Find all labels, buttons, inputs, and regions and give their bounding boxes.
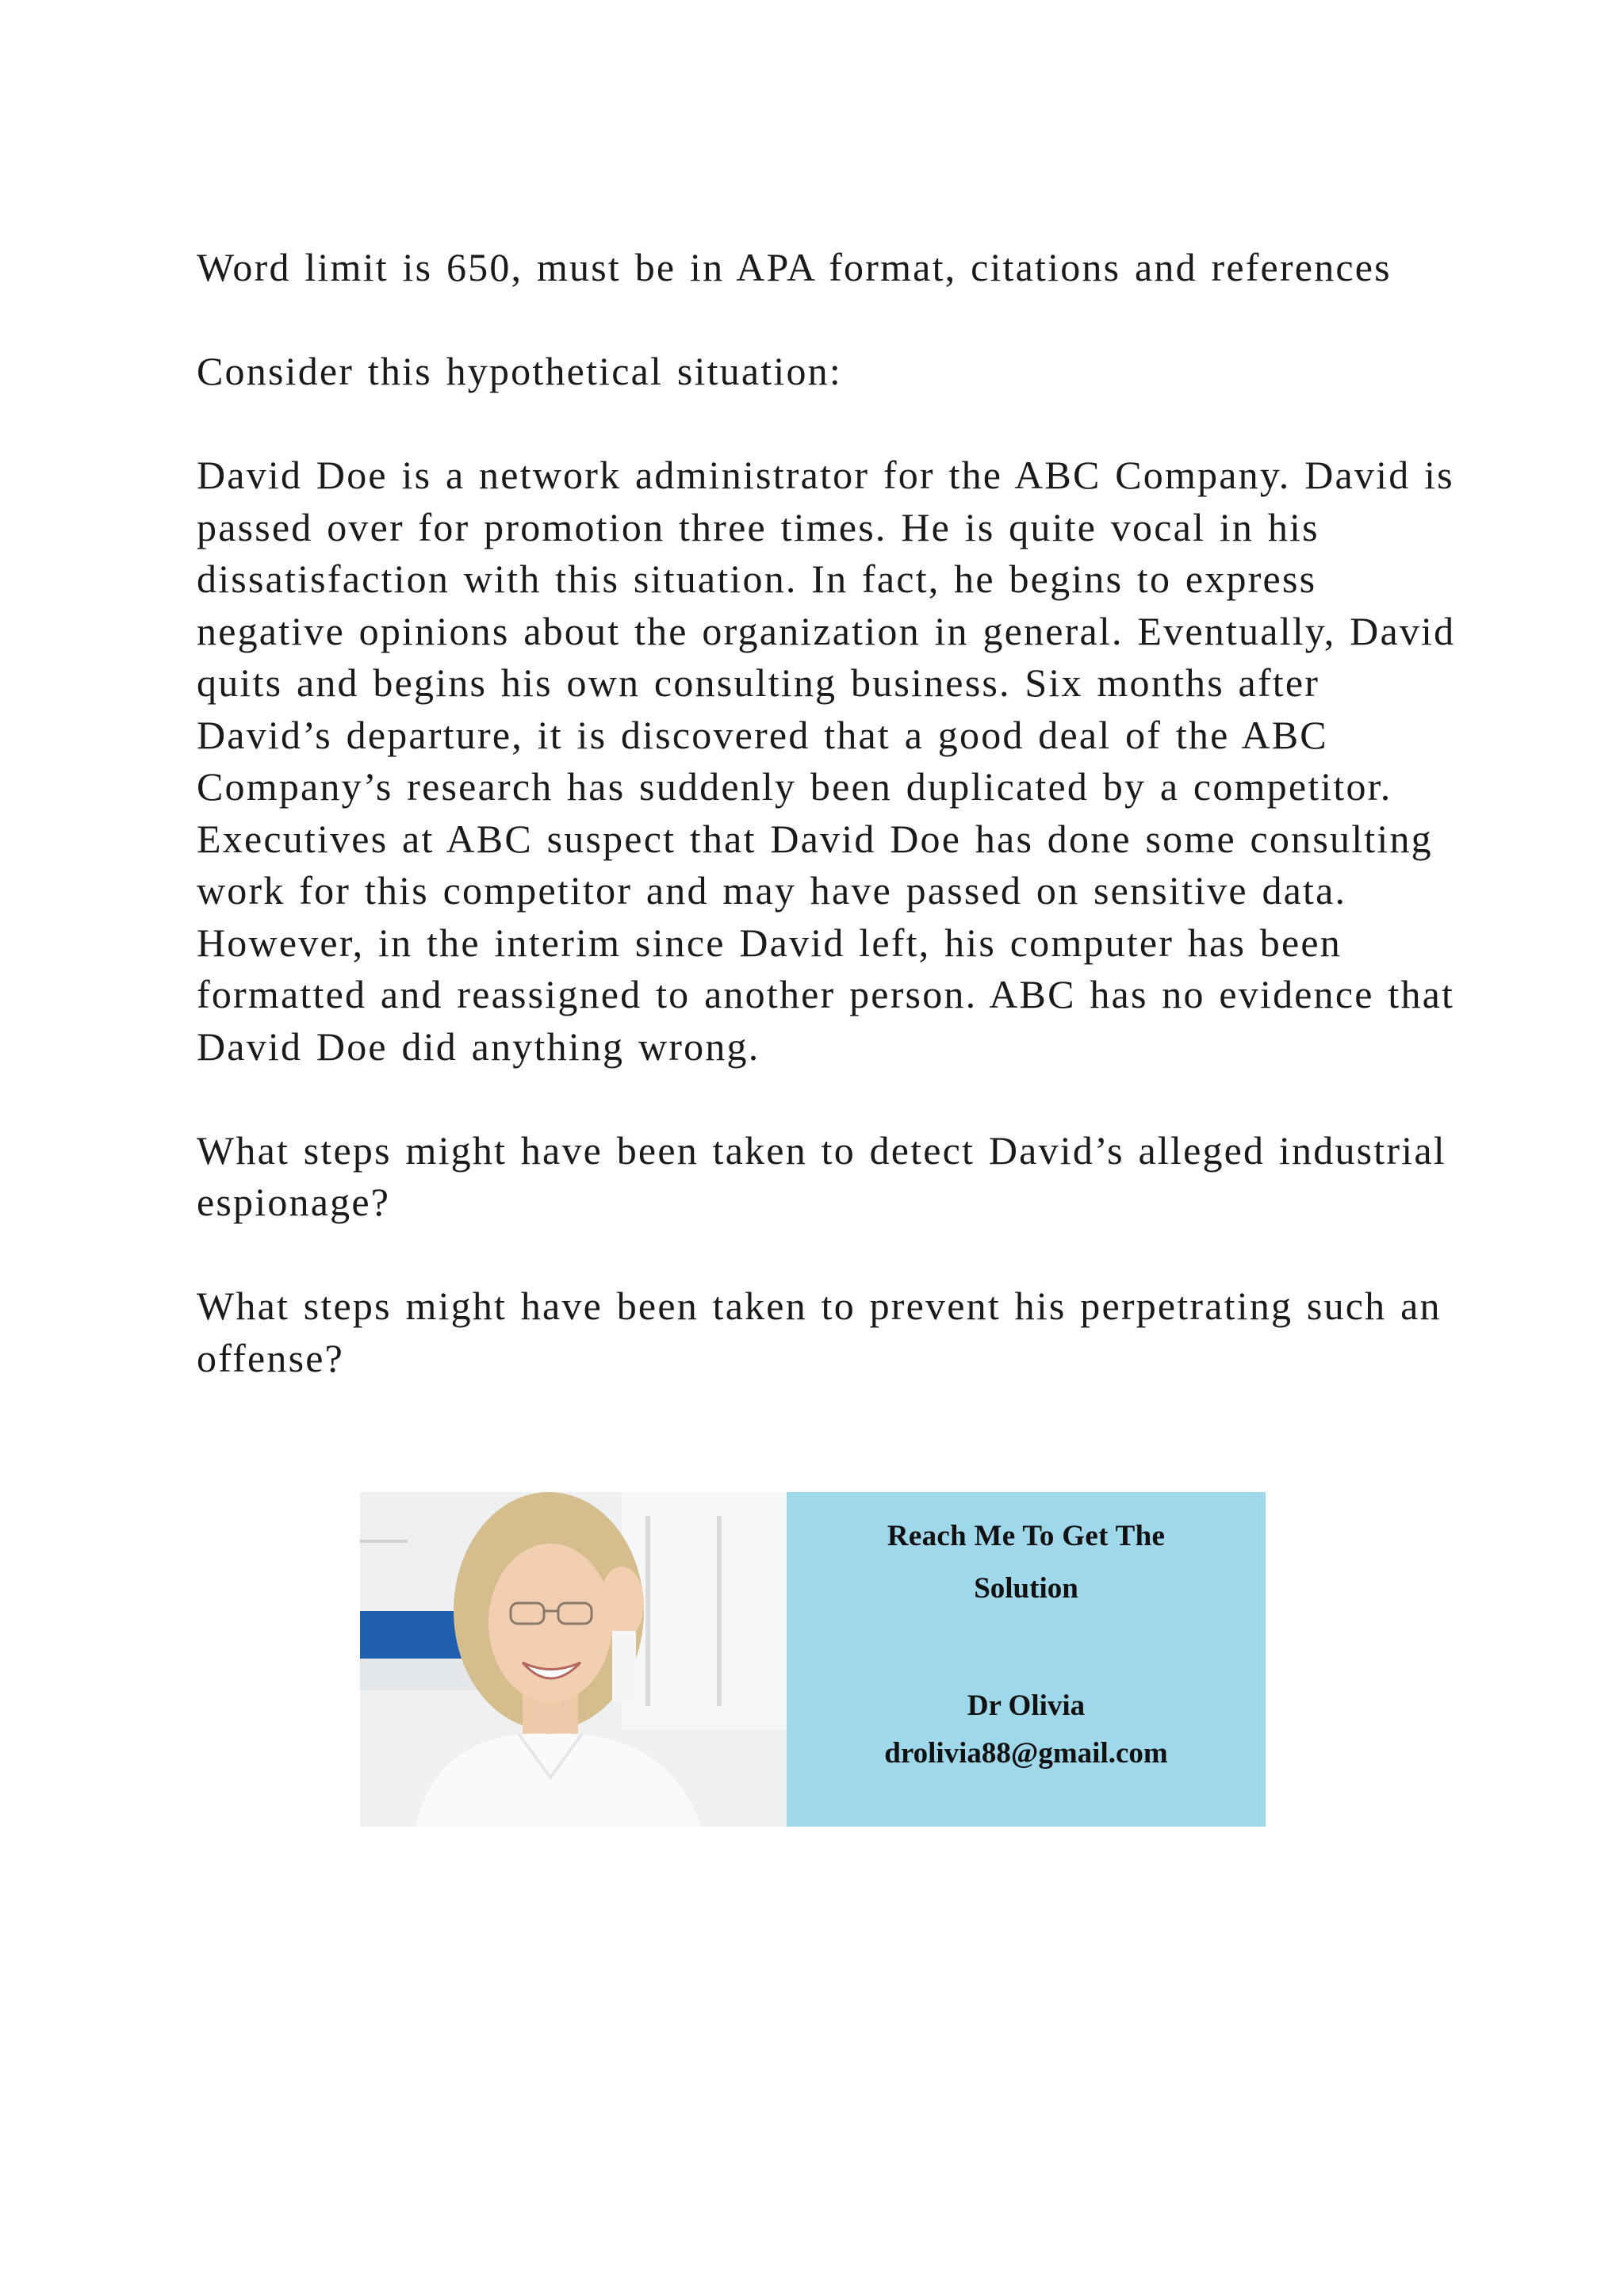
contact-banner — [360, 1492, 1266, 1827]
scenario-paragraph: David Doe is a network administrator for the ABC Company. David is passed over for promotion three times. He is quite vocal in his dissatisfaction with this situation. In fact, he begins to express negative opinions about the organization in general. Eventually, David quits and begins his own consulting business. Six months after David’s departure, it is discovered that a good deal of the ABC Company’s research has suddenly been duplicated by a competitor. Executives at ABC suspect that David Doe has done some consulting work for this competitor and may have passed on sensitive data. However, in the interim since David left, his computer has been formatted and reassigned to another person. ABC has no evidence that David Doe did anything wrong. — [197, 453, 1456, 1069]
smiling-woman-photo — [360, 1492, 787, 1827]
banner-heading-line2: Solution — [974, 1572, 1078, 1605]
question-prevent-paragraph: What steps might have been taken to prevent his perpetrating such an offense? — [197, 1284, 1442, 1380]
question-detect-paragraph: What steps might have been taken to detect David’s alleged industrial espionage? — [197, 1127, 1446, 1224]
banner-heading-line1: Reach Me To Get The — [887, 1520, 1166, 1552]
contact-info-panel — [787, 1492, 1266, 1827]
contact-email[interactable]: drolivia88@gmail.com — [884, 1737, 1168, 1770]
intro-paragraph: Consider this hypothetical situation: — [197, 349, 842, 393]
document-body — [197, 242, 1465, 1384]
contact-name: Dr Olivia — [967, 1689, 1086, 1722]
instruction-paragraph: Word limit is 650, must be in APA format, citations and references — [197, 245, 1392, 289]
